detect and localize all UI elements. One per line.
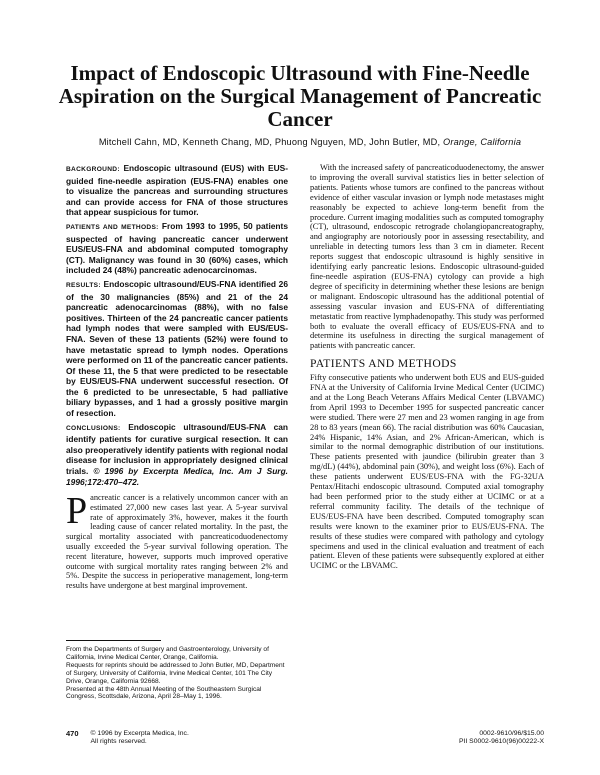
body-paragraph: Fifty consecutive patients who underwent both EUS and EUS-guided FNA at the University of California Irvine Medical Center (UCIMC) and at the Long Beach Veterans Affairs Medical Center (LBVAMC) from April 1993 to December 1995 for suspected pancreatic cancer were studied. There were 27 men and 23 women ranging in age from 28 to 83 years (mean 66). The racial distribution was 60% Caucasian, 24% Hispanic, 14% Asian, and 2% African-American, which is similar to the normal demographic distribution of our institutions. These patients presented with jaundice (bilirubin greater than 3 mg/dL) (44%), abdominal pain (30%), and weight loss (6%). Each of these patients underwent EUS/EUS-FNA with the FG-32UA Pentax/Hitachi endoscopic ultrasound. Computed axial tomography had been performed prior to the study either at UCIMC or at a referral community facility. The details of the technique of EUS/EUS-FNA have been described. Computed tomography scan results were known to the examiner prior to EUS/EUS-FNA. The results of these studies were compared with pathology and cytology specimens and used in the clinical evaluation and treatment of each patient. Eleven of these patients were subsequently explored at either UCIMC or the LBVAMC. [310, 373, 544, 571]
rights-reserved: All rights reserved. [90, 738, 147, 745]
author-location: Orange, California [443, 137, 522, 147]
presentation-note: Presented at the 48th Annual Meeting of the Southeastern Surgical Congress, Scottsdale, Arizona, April 28–May 1, 1996. [66, 685, 262, 701]
author-line [60, 137, 560, 147]
article-title: Impact of Endoscopic Ultrasound with Fine-Needle Aspiration on the Surgical Management of Pancreatic Cancer [58, 61, 542, 131]
author-names: Mitchell Cahn, MD, Kenneth Chang, MD, Phuong Nguyen, MD, John Butler, MD, [98, 137, 441, 147]
copyright: © 1996 by Excerpta Medica, Inc. [90, 730, 189, 737]
methods-text: From 1993 to 1995, 50 patients suspected of having pancreatic cancer underwent EUS/EUS-FNA and abdominal computed tomography (CT). Malignancy was found in 30 (60%) cases, which included 24 (48%) pancreatic adenocarcinomas. [66, 220, 288, 276]
footnote-divider [66, 640, 161, 641]
reprint-note: Requests for reprints should be addressed to John Butler, MD, Department of Surgery, University of California, Irvine Medical Center, 101 The City Drive, Orange, California 92668. [66, 661, 285, 685]
conclusions-heading: CONCLUSIONS: [66, 424, 121, 432]
drop-cap: P [66, 490, 88, 532]
affiliation-note: From the Departments of Surgery and Gastroenterology, University of California, Irvine Medical Center, Orange, California. [66, 646, 269, 661]
right-column [310, 163, 544, 572]
conclusions-text: Endoscopic ultrasound/EUS-FNA can identify patients for curative surgical resection. It can also preoperatively identify patients with regional nodal disease for inclusion in appropriately designed clinical trials. [66, 421, 288, 477]
abstract-background [66, 163, 288, 218]
abstract-methods [66, 221, 288, 276]
abstract-conclusions [66, 422, 288, 488]
results-text: Endoscopic ultrasound/EUS-FNA identified 26 of the 30 malignancies (85%) and 21 of the 24 pancreatic adenocarcinomas (88%), with no false positives. Thirteen of the 24 pancreatic cancer patients had lymph nodes that were sampled with EUS/EUS-FNA. Seven of these 13 patients (52%) were found to have metastatic spread to lymph nodes. Operations were performed on 11 of the pancreatic cancer patients. Of these 11, the 5 that were predicted to be resectable by EUS/EUS-FNA underwent successful resection. Of the 6 predicted to be unresectable, 5 had palliative biliary bypasses, and 1 had a grossly positive margin of resection. [66, 278, 289, 419]
body-paragraph: With the increased safety of pancreaticoduodenectomy, the answer to improving the overall survival statistics lies in better selection of patients. Patients whose tumors are confined to the pancreas without evidence of either vascular invasion or lymph node metastases might reasonably be expected to achieve long-term benefit from the procedure. Current imaging modalities such as computed tomography (CT), ultrasound, endoscopic retrograde cholangiopancreatography, and angiography are notoriously poor in assessing resectability, and unreliable in detecting tumors less than 3 cm in diameter. Recent reports suggest that endoscopic ultrasound is highly sensitive in identifying early pancreatic lesions. Endoscopic ultrasound-guided fine-needle aspiration (EUS-FNA) cytology can provide a high degree of specificity in determining whether these lesions are benign or malignant. Endoscopic ultrasound has the additional potential of assessing vascular invasion and EUS-FNA of differentiating metastatic from reactive lymphadenopathy. This study was performed both to evaluate the overall efficacy of EUS/EUS-FNA and to determine its usefulness in directing the surgical management of patients with pancreatic cancer. [310, 163, 544, 351]
abstract-results [66, 279, 288, 419]
page-footer-right [459, 730, 544, 746]
results-heading: RESULTS: [66, 281, 101, 289]
intro-text: ancreatic cancer is a relatively uncommon cancer with an estimated 27,000 new cases last year. A 5-year survival rate of approximately 3%, however, makes it the fourth leading cause of cancer related mortality. In the past, the surgical mortality associated with pancreaticoduodenectomy usually exceeded the 5-year survival following operation. The recent literature, however, supports much improved operative outcome with surgical mortality rates ranging between 2% and 5%. Despite the success in perioperative management, long-term results have undergone at best marginal improvement. [66, 493, 288, 591]
pii: PII S0002-9610(96)00222-X [458, 738, 544, 745]
issn: 0002-9610/96/$15.00 [479, 730, 544, 737]
abstract-citation: © 1996 by Excerpta Medica, Inc. Am J Surg. 1996;172:470–472. [66, 466, 289, 487]
page-footer-left [66, 730, 189, 746]
introduction [66, 490, 288, 591]
abstract [66, 163, 288, 490]
background-text: Endoscopic ultrasound (EUS) with EUS-guided fine-needle aspiration (EUS-FNA) enables one to visualize the pancreas and surrounding structures and can provide access for FNA of those structures that appear suspicious for tumor. [66, 163, 288, 218]
footnotes [66, 646, 288, 701]
copyright-block [91, 730, 189, 746]
methods-heading: PATIENTS AND METHODS: [66, 223, 159, 231]
background-heading: BACKGROUND: [66, 166, 120, 173]
section-heading: PATIENTS AND METHODS [310, 357, 457, 371]
page-number: 470 [66, 729, 79, 738]
